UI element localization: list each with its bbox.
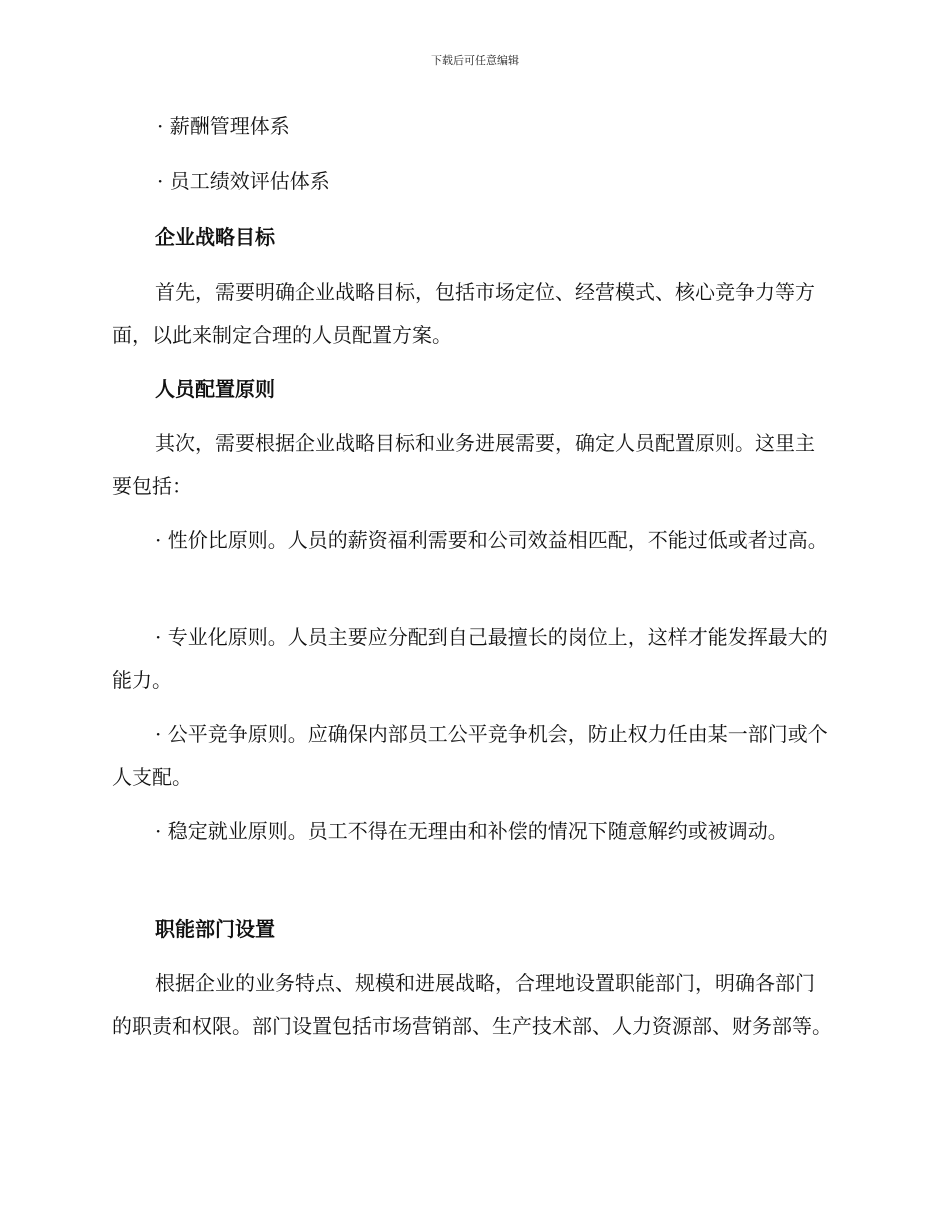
section-body-departments: 根据企业的业务特点、规模和进展战略，合理地设置职能部门，明确各部门的职责和权限。部门设置包括市场营销部、生产技术部、人力资源部、财务部等。 [112, 971, 832, 1038]
bullet-item-salary: · 薪酬管理体系 [157, 114, 290, 138]
principle-item-specialization: · 专业化原则。人员主要应分配到自己最擅长的岗位上，这样才能发挥最大的能力。 [112, 625, 828, 692]
section-body-strategy: 首先，需要明确企业战略目标，包括市场定位、经营模式、核心竞争力等方面，以此来制定合理的人员配置方案。 [112, 280, 815, 347]
principle-item-cost-performance: · 性价比原则。人员的薪资福利需要和公司效益相匹配，不能过低或者过高。 [155, 528, 828, 552]
section-heading-strategy: 企业战略目标 [155, 225, 275, 249]
bullet-item-performance: · 员工绩效评估体系 [157, 169, 330, 193]
section-heading-departments: 职能部门设置 [155, 917, 275, 941]
principle-item-stable-employment: · 稳定就业原则。员工不得在无理由和补偿的情况下随意解约或被调动。 [155, 819, 788, 843]
section-body-principles: 其次，需要根据企业战略目标和业务进展需要，确定人员配置原则。这里主要包括： [112, 431, 815, 498]
section-heading-principles: 人员配置原则 [155, 377, 275, 401]
principle-item-fair-competition: · 公平竞争原则。应确保内部员工公平竞争机会，防止权力任由某一部门或个人支配。 [112, 722, 828, 789]
page-header: 下载后可任意编辑 [431, 54, 519, 67]
